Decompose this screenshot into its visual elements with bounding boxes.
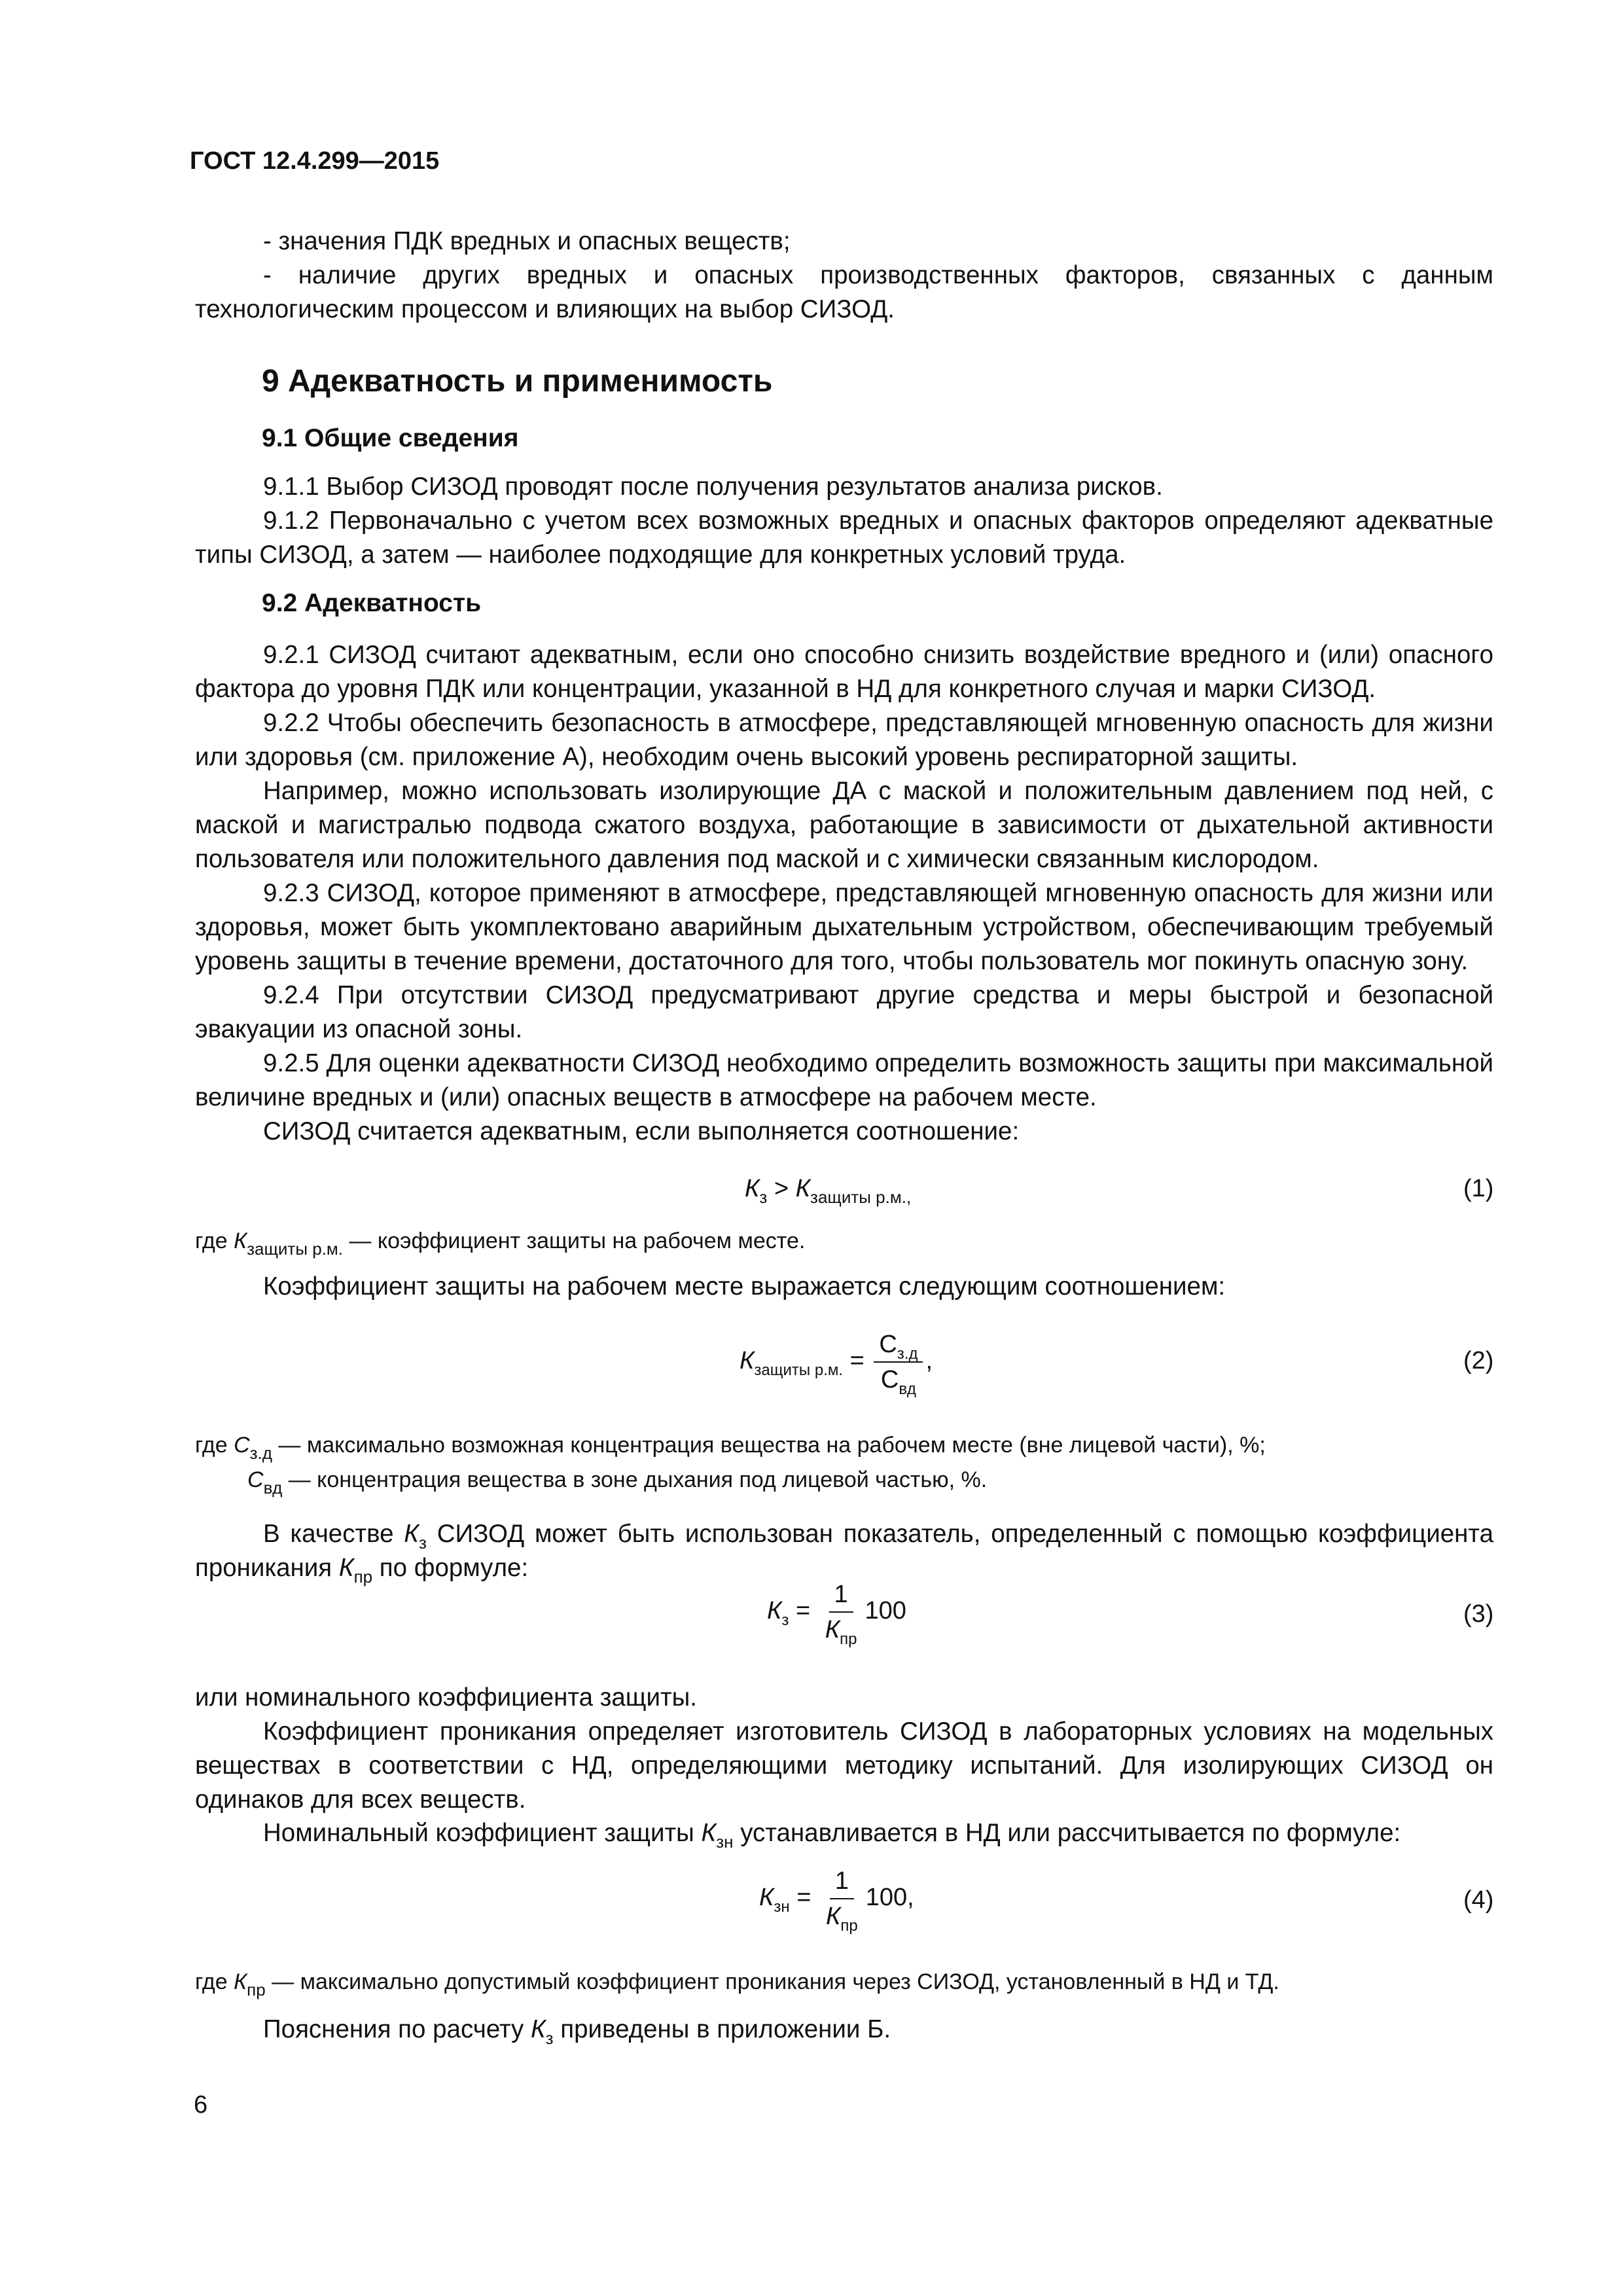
eq1-operator: > [767,1175,796,1202]
section-9-1-body [195,470,1493,572]
equation-3 [767,1579,906,1648]
eq3-k-symbol: К [767,1597,782,1625]
kpr-symbol: К [338,1554,354,1582]
intro-item-2: - наличие других вредных и опасных производственных факторов, связанных с данным технологическим процессом и влияющих на выбор СИЗОД. [195,261,1493,323]
section-9-1-heading: 9.1 Общие сведения [262,424,519,452]
eq2-k-symbol: К [740,1347,755,1375]
where-eq2-c1: С [234,1433,250,1458]
eq2-numerator: $С_{з.д}$ [874,1329,923,1363]
eq1-sub-z: з [759,1187,768,1207]
eq2-equals: = [843,1347,872,1375]
eq4-k-symbol: К [759,1884,774,1912]
paragraph-example: Например, можно использовать изолирующие ДА с маской и положительным давлением под ней, с маской и магистралью подвода сжатого воздуха, работающие в зависимости от дыхательной активности пользователя или положительного давления под маской и с химически связанным кислородом. [195,777,1493,873]
where-eq4: где $К_{пр}$ — максимально допустимый коэффициент проникания через СИЗОД, установленный в НД и ТД. [195,1969,1279,2000]
document-header: ГОСТ 12.4.299—2015 [190,147,440,175]
eq2-denominator: $С_{вд}$ [880,1366,916,1398]
where-eq2-c2: С [247,1467,264,1492]
paragraph-9-1-2: 9.1.2 Первоначально с учетом всех возможных вредных и опасных факторов определяют адекватные типы СИЗОД, а затем — наиболее подходящие для конкретных условий труда. [195,507,1493,569]
section-9-2-body [195,638,1493,1149]
paragraph-nominal-short: или номинального коэффициента защиты. [195,1683,697,1712]
intro-item-1: - значения ПДК вредных и опасных веществ; [263,227,791,255]
eq4-equals: = [789,1884,818,1912]
where-eq2-line-2 [247,1465,988,1498]
eq2-tail: , [925,1347,933,1375]
eq4-fraction [821,1865,863,1935]
eq3-equals: = [789,1597,817,1625]
eq4-sub: зн [774,1898,790,1916]
where-eq2-line-1 [195,1430,1266,1463]
equation-2-number: (2) [1463,1347,1494,1374]
intro-list [195,224,1493,327]
where-eq2-c2-text: — концентрация вещества в зоне дыхания под лицевой частью, %. [282,1467,988,1492]
eq1-k-symbol: К [745,1175,760,1202]
kzn-symbol: К [701,1819,717,1847]
equation-3-number: (3) [1463,1600,1494,1628]
where-eq4-k: К [234,1969,247,1994]
where-eq2-c1-text: — максимально возможная концентрация вещества на рабочем месте (вне лицевой части), %; [272,1433,1266,1458]
eq2-sub: защиты р.м. [754,1361,844,1380]
where-eq1-sub: защиты р.м. [247,1239,344,1259]
where-eq1-prefix: где [195,1229,234,1253]
eq1-k-symbol-2: К [795,1175,811,1202]
eq4-numerator: 1 [830,1865,854,1899]
section-9-2-heading: 9.2 Адекватность [262,589,482,617]
equation-1-number: (1) [1463,1175,1494,1202]
eq3-denominator: $К_{пр}$ [825,1616,857,1648]
eq1-sub-rm: защиты р.м., [810,1187,912,1207]
where-eq2-prefix: где [195,1433,234,1458]
kz-symbol: К [404,1520,419,1548]
paragraph-9-1-1: 9.1.1 Выбор СИЗОД проводят после получения результатов анализа рисков. [263,473,1163,501]
where-eq2-c1-sub: з.д [249,1443,272,1463]
eq3-tail: 100 [865,1597,906,1625]
equation-1 [745,1175,912,1207]
eq4-denominator: $К_{пр}$ [825,1903,858,1935]
eq3-sub: з [781,1611,789,1630]
where-eq2-c2-sub: вд [263,1478,283,1498]
eq3-fraction [820,1579,863,1648]
equation-4 [759,1865,914,1935]
paragraph-coefficient: Коэффициент защиты на рабочем месте выражается следующим соотношением: [263,1272,1226,1300]
paragraph-adequacy-condition: СИЗОД считается адекватным, если выполняется соотношение: [263,1117,1020,1145]
paragraph-9-2-4: 9.2.4 При отсутствии СИЗОД предусматривают другие средства и меры быстрой и безопасной эвакуации из опасной зоны. [195,981,1493,1043]
paragraph-9-2-2: 9.2.2 Чтобы обеспечить безопасность в атмосфере, представляющей мгновенную опасность для жизни или здоровья (см. приложение А), необходим очень высокий уровень респираторной защиты. [195,709,1493,771]
kz-symbol-2: К [530,2015,546,2043]
where-eq1-text: — коэффициент защиты на рабочем месте. [343,1229,806,1253]
paragraph-nominal: Номинальный коэффициент защиты $К_{зн}$ устанавливается в НД или рассчитывается по формуле: [263,1819,1401,1852]
paragraph-penetration: Коэффициент проникания определяет изготовитель СИЗОД в лабораторных условиях на модельных веществах в соответствии с НД, определяющими методику испытаний. Для изолирующих СИЗОД он одинаков для всех веществ. [195,1717,1493,1814]
where-eq1 [195,1226,806,1259]
eq2-fraction [874,1329,923,1398]
paragraph-9-2-3: 9.2.3 СИЗОД, которое применяют в атмосфере, представляющей мгновенную опасность для жизни или здоровья, может быть укомплектовано аварийным дыхательным устройством, обеспечивающим требуемый уровень защиты в течение времени, достаточного для того, чтобы пользователь мог покинуть опасную зону. [195,879,1493,975]
section-9-heading: 9 Адекватность и применимость [262,364,773,399]
where-eq1-k: К [234,1229,247,1253]
paragraph-9-2-5: 9.2.5 Для оценки адекватности СИЗОД необходимо определить возможность защиты при максимальной величине вредных и (или) опасных веществ в атмосфере на рабочем месте. [195,1049,1493,1111]
eq3-numerator: 1 [829,1579,853,1613]
paragraph-kachestve: В качестве $К_з$ СИЗОД может быть использован показатель, определенный с помощью коэффициента проникания $К_{пр}$ по формуле: [195,1520,1493,1587]
paragraph-appendix-reference: Пояснения по расчету $К_з$ приведены в приложении Б. [263,2015,891,2048]
page-number: 6 [194,2091,208,2119]
equation-4-number: (4) [1463,1886,1494,1914]
eq4-tail: 100, [865,1884,914,1912]
paragraph-9-2-1: 9.2.1 СИЗОД считают адекватным, если оно способно снизить воздействие вредного и (или) опасного фактора до уровня ПДК или концентрации, указанной в НД для конкретного случая и марки СИЗОД. [195,641,1493,703]
equation-2 [740,1329,933,1398]
